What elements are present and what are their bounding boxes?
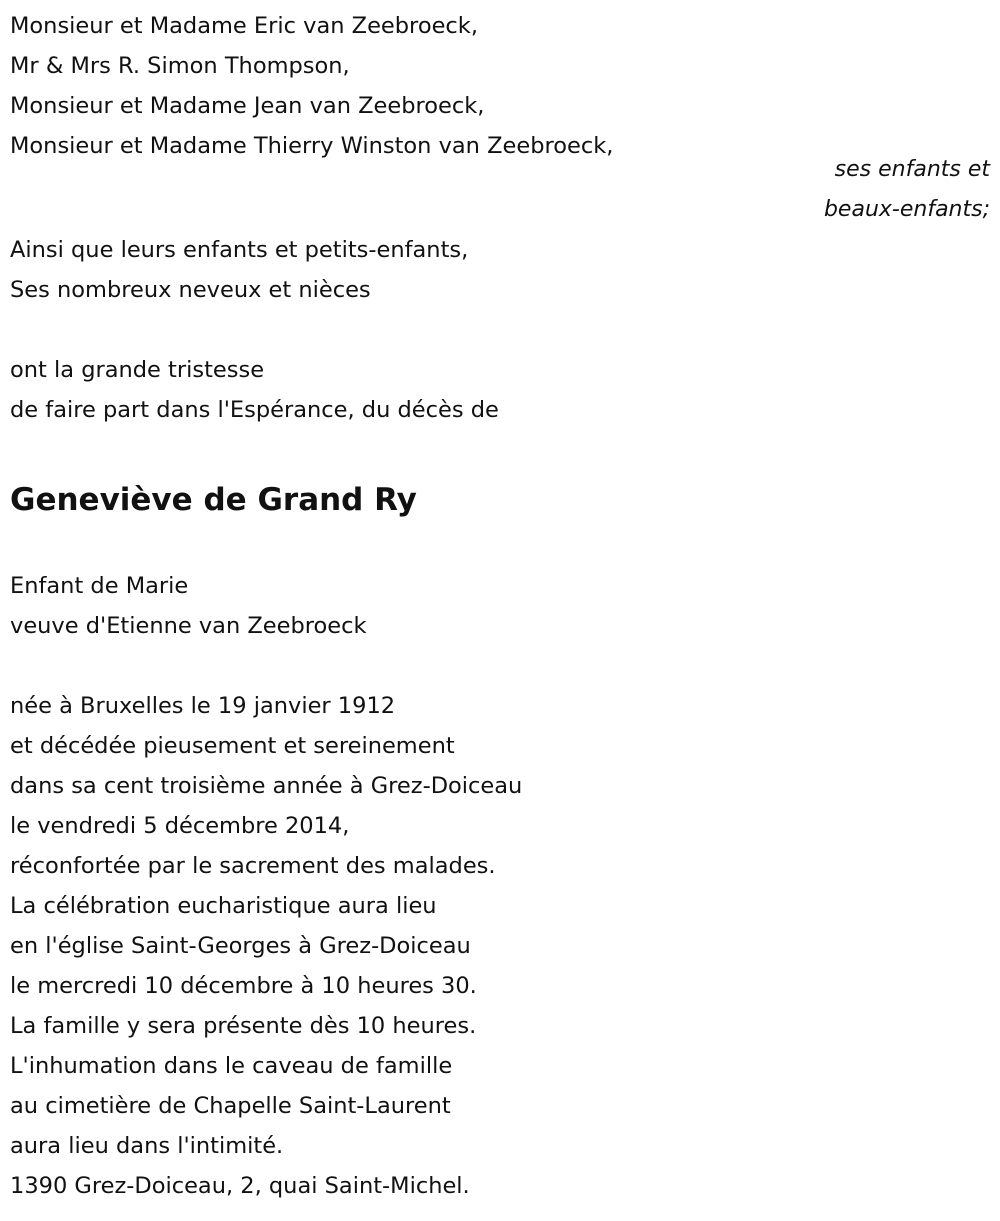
relation-line: ses enfants et	[834, 157, 990, 182]
detail-line: en l'église Saint-Georges à Grez-Doiceau	[10, 933, 471, 959]
announcement-line: de faire part dans l'Espérance, du décès de	[10, 397, 499, 423]
family-line: Mr & Mrs R. Simon Thompson,	[10, 53, 350, 79]
detail-line: réconfortée par le sacrement des malades.	[10, 853, 496, 879]
relation-line: beaux-enfants;	[823, 197, 990, 222]
family-line: Monsieur et Madame Jean van Zeebroeck,	[10, 93, 485, 119]
family-list	[10, 6, 613, 166]
detail-line: le mercredi 10 décembre à 10 heures 30.	[10, 973, 477, 999]
announcement	[10, 350, 499, 430]
family-line: Monsieur et Madame Thierry Winston van Zeebroeck,	[10, 133, 614, 159]
family-line: Monsieur et Madame Eric van Zeebroeck,	[10, 13, 478, 39]
title-line: Enfant de Marie	[10, 573, 189, 599]
detail-line: aura lieu dans l'intimité.	[10, 1133, 284, 1159]
others-line: Ses nombreux neveux et nièces	[10, 277, 371, 303]
detail-line: 1390 Grez-Doiceau, 2, quai Saint-Michel.	[10, 1173, 470, 1199]
announcement-line: ont la grande tristesse	[10, 357, 265, 383]
detail-line: le vendredi 5 décembre 2014,	[10, 813, 350, 839]
titles	[10, 566, 367, 646]
relation-note	[824, 150, 990, 230]
others-list	[10, 230, 468, 310]
detail-line: au cimetière de Chapelle Saint-Laurent	[10, 1093, 451, 1119]
detail-line: née à Bruxelles le 19 janvier 1912	[10, 693, 396, 719]
others-line: Ainsi que leurs enfants et petits-enfants,	[10, 237, 469, 263]
detail-line: La célébration eucharistique aura lieu	[10, 893, 437, 919]
detail-line: et décédée pieusement et sereinement	[10, 733, 455, 759]
details	[10, 686, 522, 1206]
detail-line: La famille y sera présente dès 10 heures.	[10, 1013, 477, 1039]
title-line: veuve d'Etienne van Zeebroeck	[10, 613, 367, 639]
detail-line: L'inhumation dans le caveau de famille	[10, 1053, 453, 1079]
deceased-name: Geneviève de Grand Ry	[10, 482, 417, 518]
detail-line: dans sa cent troisième année à Grez-Doiceau	[10, 773, 523, 799]
